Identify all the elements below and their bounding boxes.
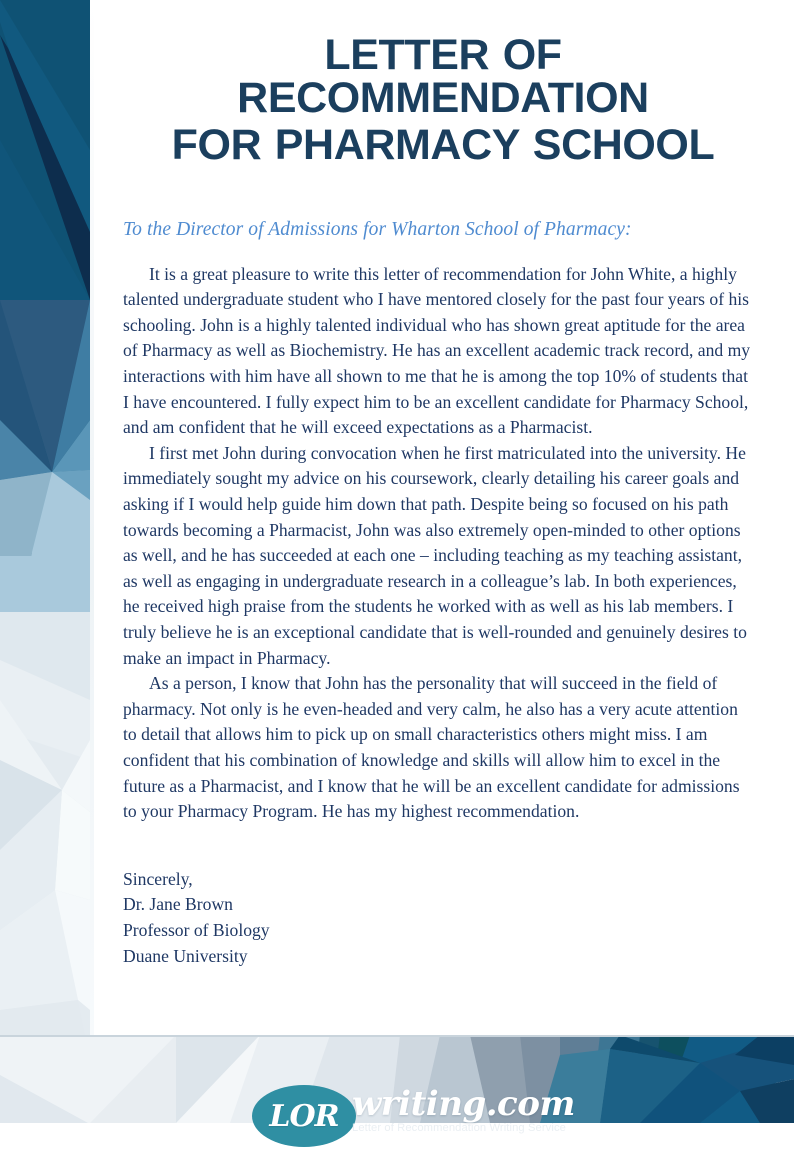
document-title: [120, 31, 766, 170]
logo-badge-text: LOR: [269, 1098, 339, 1134]
footer-top-rule: [0, 1035, 794, 1037]
document-title-line-1: LETTER OF RECOMMENDATION: [237, 31, 649, 122]
signature-name: Dr. Jane Brown: [123, 894, 233, 915]
letter-paragraph: I first met John during convocation when he first matriculated into the university. He immediately sought my advice on his coursework, clearly detailing his career goals and asking if I would help guide him down that path. Despite being so focused on his path towards becoming a Pharmacist, John was also extremely open-minded to other options as well, and he has succeeded at each one – including teaching as my teaching assistant, as well as engaging in undergraduate research in a colleague’s lab. In both experiences, he received high praise from the students he worked with as well as his lab members. I truly believe he is an exceptional candidate that is well-rounded and genuinely desires to make an impact in Pharmacy.: [123, 442, 747, 668]
logo-domain-text: writing.com: [352, 1084, 575, 1124]
signature-organization: Duane University: [123, 945, 248, 966]
page-title: [90, 0, 794, 170]
logo-wordmark: [352, 1085, 575, 1134]
decorative-sidebar: [0, 0, 90, 1123]
logo-badge-icon: [252, 1085, 356, 1147]
logo-tagline-text: Letter of Recommendation Writing Service: [352, 1122, 566, 1134]
signature-closing: Sincerely,: [123, 868, 193, 889]
sidebar-polygon-art: [0, 0, 90, 1123]
signature-role: Professor of Biology: [123, 919, 270, 940]
letter-body: [123, 262, 752, 825]
letter-paragraph: It is a great pleasure to write this letter of recommendation for John White, a highly talented undergraduate student who I have mentored closely for the past four years of his schooling. John is a highly talented individual who has shown great aptitude for the area of Pharmacy as well as Biochemistry. He has an excellent academic track record, and my interactions with him have all shown to me that he is among the top 10% of students that I have encountered. I fully expect him to be an excellent candidate for Pharmacy School, and am confident that he will exceed expectations as a Pharmacist.: [123, 263, 751, 438]
letter-content: [90, 0, 794, 1035]
document-title-line-2: FOR PHARMACY SCHOOL: [171, 121, 715, 170]
salutation: To the Director of Admissions for Wharton School of Pharmacy:: [123, 218, 632, 240]
signature-block: [123, 867, 794, 969]
letter-paragraph: As a person, I know that John has the personality that will succeed in the field of pharmacy. Not only is he even-headed and very calm, he also has a very acute attention to detail that allows him to pick up on small characteristics others might miss. I am confident that his combination of knowledge and skills will allow him to excel in the future as a Pharmacist, and I know that he will be an excellent candidate for admissions to your Pharmacy Program. He has my highest recommendation.: [123, 673, 740, 822]
footer-brand-band: [0, 1035, 794, 1134]
brand-logo[interactable]: [252, 1084, 575, 1149]
